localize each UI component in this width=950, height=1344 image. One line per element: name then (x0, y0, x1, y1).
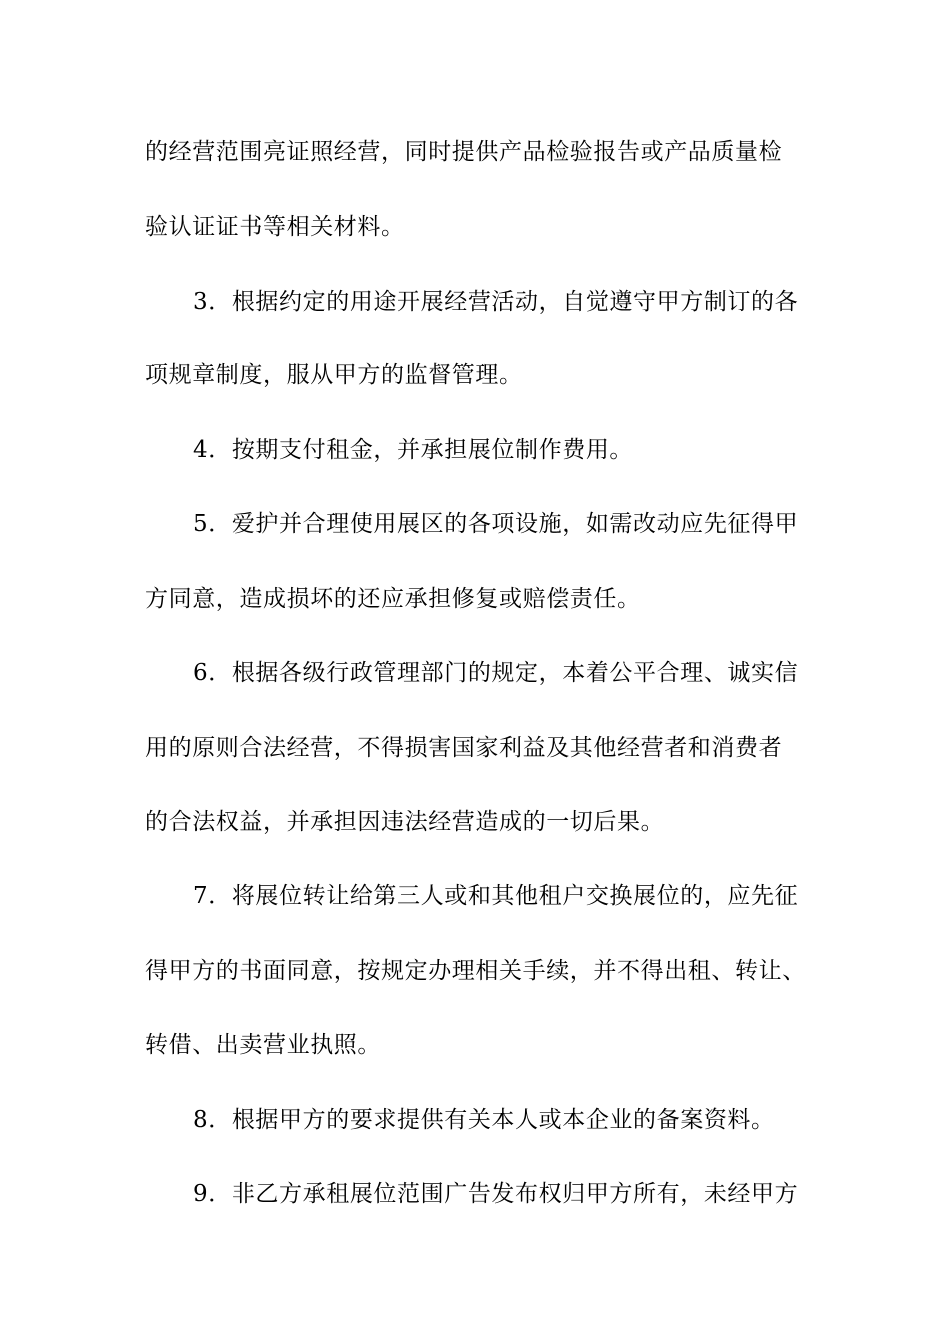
text-line: 的合法权益，并承担因违法经营造成的一切后果。 (145, 809, 665, 835)
paragraph-6-line-1: 6．根据各级行政管理部门的规定，本着公平合理、诚实信 (193, 660, 799, 686)
text-line: 的经营范围亮证照经营，同时提供产品检验报告或产品质量检 (145, 139, 783, 165)
text-line: 验认证证书等相关材料。 (145, 214, 405, 240)
paragraph-8-line-1: 8．根据甲方的要求提供有关本人或本企业的备案资料。 (193, 1107, 775, 1133)
paragraph-4-line-1: 4．按期支付租金，并承担展位制作费用。 (193, 437, 634, 463)
text-line: 用的原则合法经营，不得损害国家利益及其他经营者和消费者 (145, 735, 783, 761)
text-line: 方同意，造成损坏的还应承担修复或赔偿责任。 (145, 586, 641, 612)
text-line: 项规章制度，服从甲方的监督管理。 (145, 362, 523, 388)
paragraph-5-line-1: 5．爱护并合理使用展区的各项设施，如需改动应先征得甲 (193, 511, 799, 537)
text-line: 转借、出卖营业执照。 (145, 1032, 381, 1058)
paragraph-7-line-1: 7．将展位转让给第三人或和其他租户交换展位的，应先征 (193, 883, 799, 909)
paragraph-3-line-1: 3．根据约定的用途开展经营活动，自觉遵守甲方制订的各 (193, 289, 799, 315)
paragraph-9-line-1: 9．非乙方承租展位范围广告发布权归甲方所有，未经甲方 (193, 1181, 799, 1207)
text-line: 得甲方的书面同意，按规定办理相关手续，并不得出租、转让、 (145, 958, 806, 984)
